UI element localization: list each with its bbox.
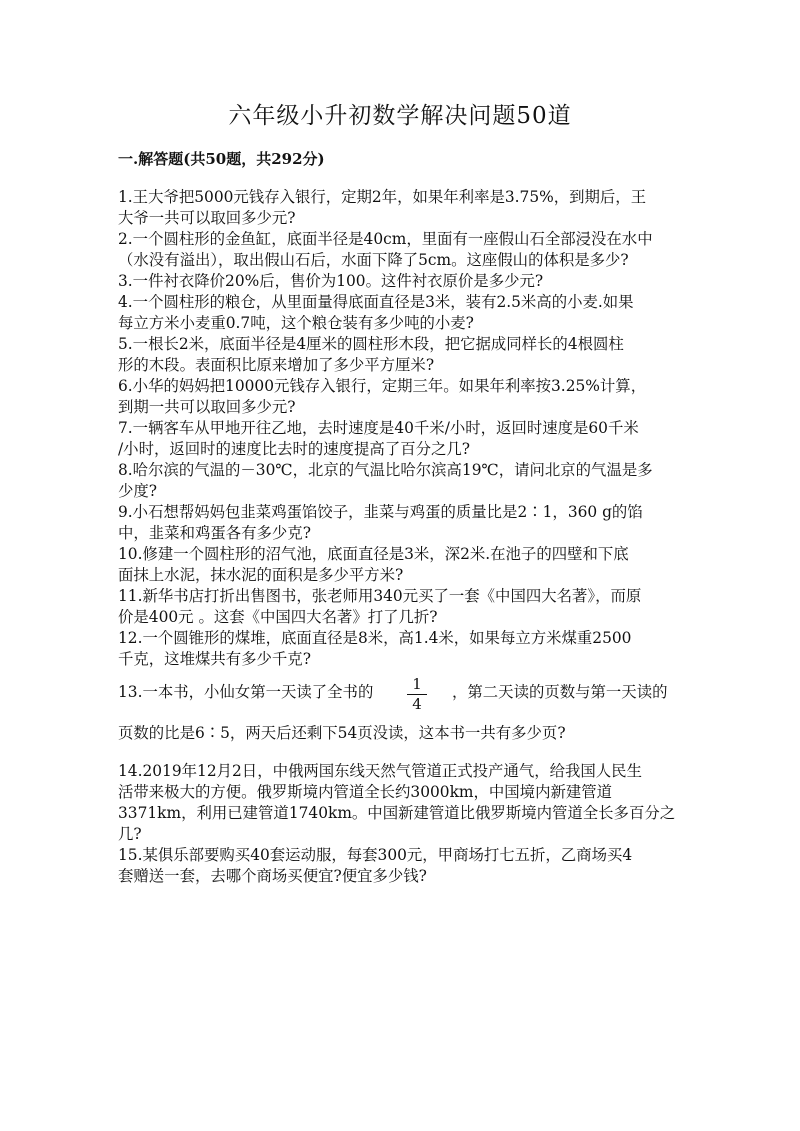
text-line: 几? (118, 825, 142, 843)
text-line: 面抹上水泥，抹水泥的面积是多少平方米? (118, 566, 404, 584)
text-line: 少度? (118, 482, 158, 500)
text-line: 3.一件衬衣降价20%后，售价为100。这件衬衣原价是多少元? (118, 272, 544, 290)
text-line: 活带来极大的方便。俄罗斯境内管道全长约3000km，中国境内新建管道 (118, 783, 613, 801)
text-line: 12.一个圆锥形的煤堆，底面直径是8米，高1.4米，如果每立方米煤重2500 (118, 629, 632, 647)
text-line: 9.小石想帮妈妈包韭菜鸡蛋馅饺子，韭菜与鸡蛋的质量比是2∶1，360 g的馅 (118, 503, 643, 521)
text-line: （水没有溢出），取出假山石后，水面下降了5cm。这座假山的体积是多少? (118, 251, 629, 269)
text-line: 形的木段。表面积比原来增加了多少平方厘米? (118, 356, 435, 374)
text-line: 到期一共可以取回多少元? (118, 398, 296, 416)
text-line: 页数的比是6∶5，两天后还剩下54页没读，这本书一共有多少页? (118, 724, 566, 742)
text-line: 7.一辆客车从甲地开往乙地，去时速度是40千米/小时，返回时速度是60千米 (118, 419, 639, 437)
text-line: 千克，这堆煤共有多少千克? (118, 650, 311, 668)
text-line: 14.2019年12月2日，中俄两国东线天然气管道正式投产通气，给我国人民生 (118, 762, 642, 780)
text-line: 5.一根长2米，底面半径是4厘米的圆柱形木段，把它据成同样长的4根圆柱 (118, 335, 624, 353)
text-line: 11.新华书店打折出售图书，张老师用340元买了一套《中国四大名著》，而原 (118, 587, 642, 605)
fraction-numerator: 1 (412, 675, 422, 693)
fraction-denominator: 4 (412, 695, 422, 713)
text-line: 中，韭菜和鸡蛋各有多少克? (118, 524, 311, 542)
fraction (406, 676, 428, 713)
text-line: 4.一个圆柱形的粮仓，从里面量得底面直径是3米，装有2.5米高的小麦.如果 (118, 293, 634, 311)
text-line: 3371km，利用已建管道1740km。中国新建管道比俄罗斯境内管道全长多百分之 (118, 804, 676, 822)
text-line: 8.哈尔滨的气温的－30℃，北京的气温比哈尔滨高19℃，请问北京的气温是多 (118, 461, 653, 479)
text-line: 15.某俱乐部要购买40套运动服，每套300元，甲商场打七五折，乙商场买4 (118, 846, 633, 864)
text-line: 2.一个圆柱形的金鱼缸，底面半径是40cm，里面有一座假山石全部浸没在水中 (118, 230, 653, 248)
text-line: /小时，返回时的速度比去时的速度提高了百分之几? (118, 440, 471, 458)
text-line: 13.一本书，小仙女第一天读了全书的 (118, 683, 374, 701)
text-line: 6.小华的妈妈把10000元钱存入银行，定期三年。如果年利率按3.25%计算， (118, 377, 647, 395)
section-heading: 一.解答题(共50题，共292分) (118, 150, 325, 168)
text-line: 套赠送一套，去哪个商场买便宜?便宜多少钱? (118, 867, 427, 885)
text-line: 价是400元 。这套《中国四大名著》打了几折? (118, 608, 438, 626)
text-line: 10.修建一个圆柱形的沼气池，底面直径是3米，深2米.在池子的四壁和下底 (118, 545, 629, 563)
page-title: 六年级小升初数学解决问题50道 (228, 103, 572, 129)
text-line: ，第二天读的页数与第一天读的 (452, 683, 668, 701)
text-line: 大爷一共可以取回多少元? (118, 209, 296, 227)
text-line: 1.王大爷把5000元钱存入银行，定期2年，如果年利率是3.75%，到期后，王 (118, 188, 647, 206)
text-line: 每立方米小麦重0.7吨，这个粮仓装有多少吨的小麦? (118, 314, 474, 332)
